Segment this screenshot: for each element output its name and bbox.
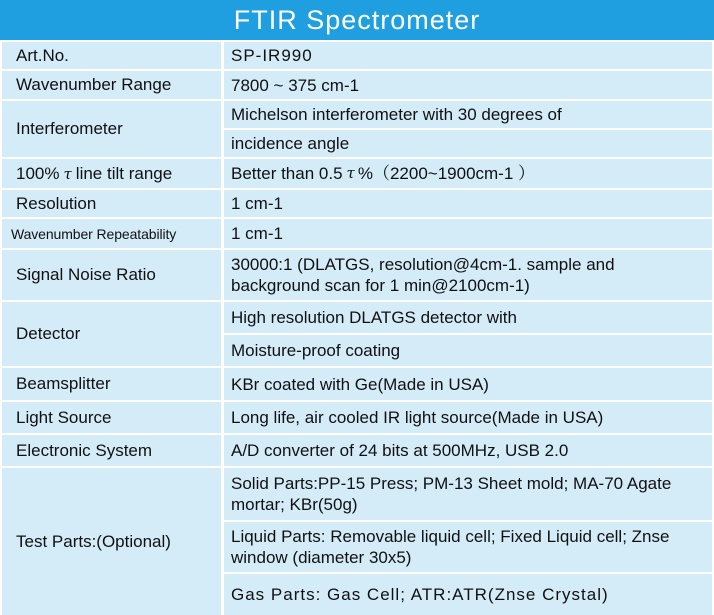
value-signal-noise-ratio: 30000:1 (DLATGS, resolution@4cm-1. sample and background scan for 1 min@2100cm-1) [224,250,712,300]
label-signal-noise-ratio: Signal Noise Ratio [2,250,221,300]
value-test-parts-solid: Solid Parts:PP-15 Press; PM-13 Sheet mold; MA-70 Agate mortar; KBr(50g) [224,468,712,520]
value-resolution: 1 cm-1 [224,190,712,217]
label-beamsplitter: Beamsplitter [2,368,221,400]
label-line-tilt-pre: 100% [16,163,60,183]
value-beamsplitter: KBr coated with Ge(Made in USA) [224,368,712,400]
label-test-parts: Test Parts:(Optional) [2,468,221,615]
value-light-source: Long life, air cooled IR light source(Made in USA) [224,402,712,433]
value-wavenumber-repeatability: 1 cm-1 [224,219,712,248]
label-resolution: Resolution [2,190,221,217]
value-detector-line-2: Moisture-proof coating [224,335,712,366]
sheet-title: FTIR Spectrometer [0,0,714,40]
label-line-tilt-range [2,159,221,188]
label-light-source: Light Source [2,402,221,433]
value-line-tilt-pre: Better than 0.5 [231,164,343,183]
value-interferometer-line-2: incidence angle [224,130,712,157]
value-electronic-system: A/D converter of 24 bits at 500MHz, USB 2.0 [224,435,712,466]
label-art-no: Art.No. [2,42,221,69]
value-line-tilt-range [224,159,712,188]
value-art-no: SP-IR990 [224,42,712,69]
value-line-tilt-post: %（2200~1900cm-1 ） [357,164,536,183]
label-wavenumber-repeatability: Wavenumber Repeatability [2,219,221,248]
value-test-parts-liquid: Liquid Parts: Removable liquid cell; Fixed Liquid cell; Znse window (diameter 30x5) [224,522,712,572]
spec-table [0,40,714,615]
label-detector: Detector [2,302,221,366]
label-tau-symbol: τ [63,164,72,183]
value-test-parts-gas: Gas Parts: Gas Cell; ATR:ATR(Znse Crystal) [224,574,712,615]
value-tau-symbol: τ [346,164,355,182]
label-interferometer: Interferometer [2,101,221,157]
label-wavenumber-range: Wavenumber Range [2,71,221,99]
label-electronic-system: Electronic System [2,435,221,466]
value-wavenumber-range: 7800 ~ 375 cm-1 [224,71,712,99]
value-detector-line-1: High resolution DLATGS detector with [224,302,712,333]
label-line-tilt-post: line tilt range [75,163,173,183]
value-interferometer-line-1: Michelson interferometer with 30 degrees of [224,101,712,128]
